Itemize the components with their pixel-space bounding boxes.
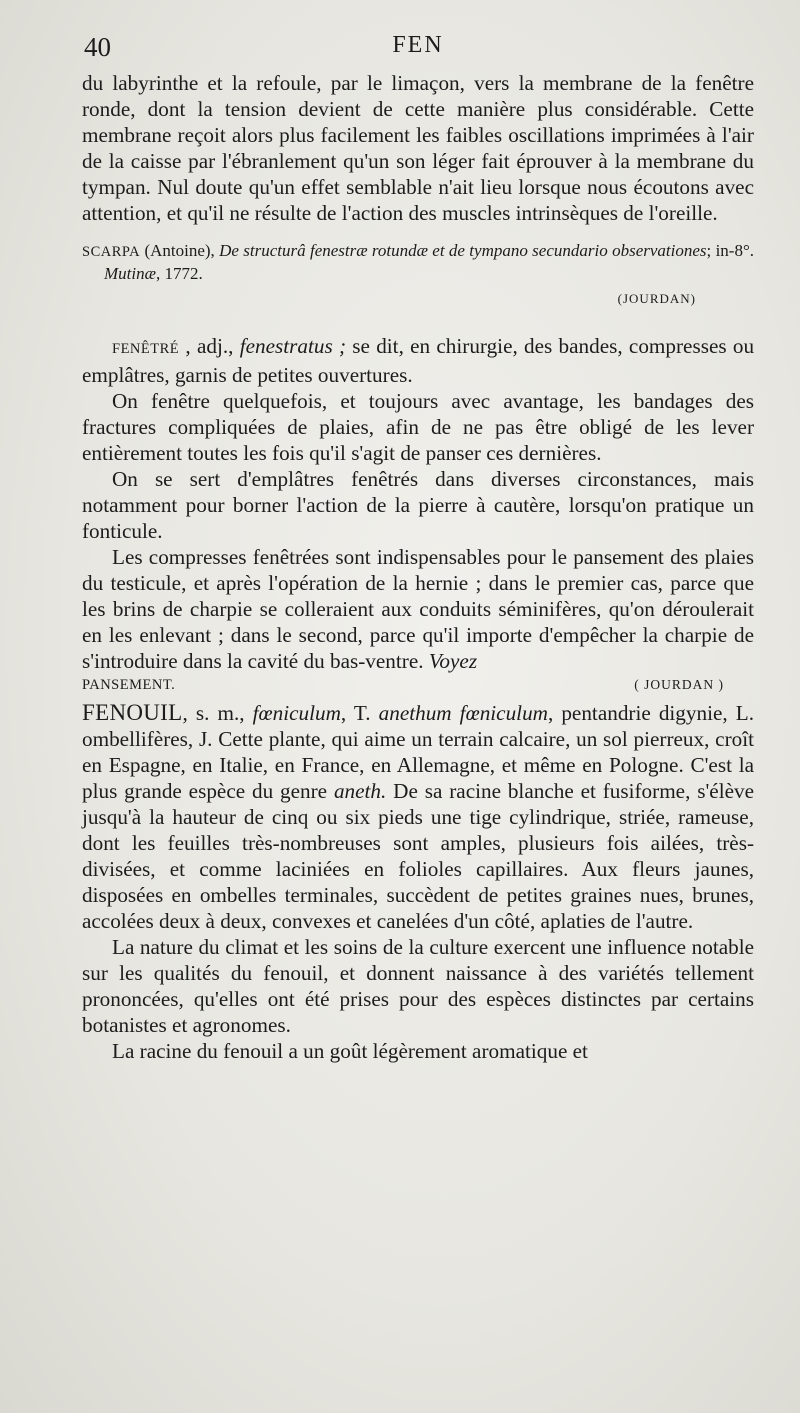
cross-reference-line <box>82 674 754 696</box>
paragraph-compresses <box>82 544 754 674</box>
signature-jourdan-1: (JOURDAN) <box>617 291 696 306</box>
paragraph-climat: La nature du climat et les soins de la culture exercent une influence notable sur les qualités du fenouil, et donnent naissance à des variétés tellement prononcées, qu'elles ont été prises pour des espèces distinctes par certains botanistes et agronomes. <box>82 935 754 1037</box>
text-column <box>82 28 754 1064</box>
page-number: 40 <box>84 32 111 62</box>
entry-fenouil-headword: FENOUIL <box>82 700 183 725</box>
biblio-title: De structurâ fenestræ rotundæ et de tympano secundario observationes <box>219 241 707 260</box>
entry-fenouil-morphology: De sa racine blanche et fusiforme, s'élève jusqu'à la hauteur de cinq ou six pieds une tige cylindrique, striée, rameuse, dont les feuilles très-nombreuses sont amples, plusieurs fois ailées, très-divisées, et comme laciniées en folioles capillaires. Aux fleurs jaunes, disposées en ombelles terminales, succèdent de petites graines nues, brunes, accolées deux à deux, convexes et canelées d'un côté, aplaties de l'autre. <box>82 779 754 933</box>
entry-fenouil-genus: aneth. <box>333 779 387 803</box>
biblio-year: , 1772. <box>155 264 203 283</box>
biblio-firstname: (Antoine), <box>144 241 215 260</box>
entry-fenouil-pos: , s. m., <box>182 701 245 725</box>
paragraph-compresses-text: Les compresses fenêtrées sont indispensables pour le pansement des plaies du testicule, et après l'opération de la hernie ; dans le premier cas, parce que les brins de charpie se colleraient aux conduits séminifères, qu'on déroulerait en les enlevant ; dans le second, parce qu'il importe d'empêcher la charpie de s'introduire dans la cavité du bas-ventre. <box>82 545 754 673</box>
bibliography-entry <box>82 240 754 285</box>
running-header <box>82 28 754 70</box>
biblio-place: Mutinæ <box>104 264 156 283</box>
entry-fenouil-binomial: anethum fœniculum <box>378 701 548 725</box>
entry-fenetre-headword: FENÊTRÉ <box>112 341 180 357</box>
entry-fenetre-definition: se dit, en chirurgie, des bandes, compresses ou emplâtres, garnis de petites ouvertures. <box>82 334 755 387</box>
paragraph-bandages: On fenêtre quelquefois, et toujours avec avantage, les bandages des fractures compliquées de plaies, afin de ne pas être obligé de les lever entièrement toutes les fois qu'il s'agit de panser ces dernières. <box>82 389 754 465</box>
paragraph-labyrinthe: du labyrinthe et la refoule, par le limaçon, vers la membrane de la fenêtre ronde, dont la tension devient de cette manière plus considérable. Cette membrane reçoit alors plus facilement les faibles oscillations imprimées à l'air de la caisse par l'ébranlement qu'un son léger fait éprouver à la membrane du tympan. Nul doute qu'un effet semblable n'ait lieu lorsque nous écoutons avec attention, et qu'il ne résulte de l'action des muscles intrinsèques de l'oreille. <box>82 71 754 225</box>
paragraph-racine: La racine du fenouil a un goût légèrement aromatique et <box>112 1039 588 1063</box>
entry-fenouil <box>82 700 754 934</box>
entry-fenetre-latin: fenestratus ; <box>239 334 347 358</box>
cross-reference-pansement: PANSEMENT. <box>82 677 176 693</box>
voyez-reference: Voyez <box>428 649 478 673</box>
signature-jourdan-2: ( JOURDAN ) <box>634 677 724 692</box>
biblio-author: SCARPA <box>82 244 141 260</box>
entry-fenouil-t: , T. <box>340 701 371 725</box>
biblio-format: ; in-8°. <box>706 241 755 260</box>
entry-fenetre <box>82 333 754 388</box>
entry-fenouil-latin: fœniculum <box>252 701 341 725</box>
paragraph-emplatres: On se sert d'emplâtres fenêtrés dans diverses circonstances, mais notamment pour borner l'action de la pierre à cautère, lorsqu'on pratique un fonticule. <box>82 467 754 543</box>
entry-fenouil-description: , pentandrie digynie, L. ombellifères, J. Cette plante, qui aime un terrain calcaire, un sol pierreux, croît en Espagne, en Italie, en France, en Allemagne, et même en Pologne. C'est la plus grande espèce du genre <box>82 701 754 803</box>
entry-fenetre-pos: , adj., <box>185 334 234 358</box>
section-gap <box>82 313 754 333</box>
running-head-word: FEN <box>392 32 444 58</box>
